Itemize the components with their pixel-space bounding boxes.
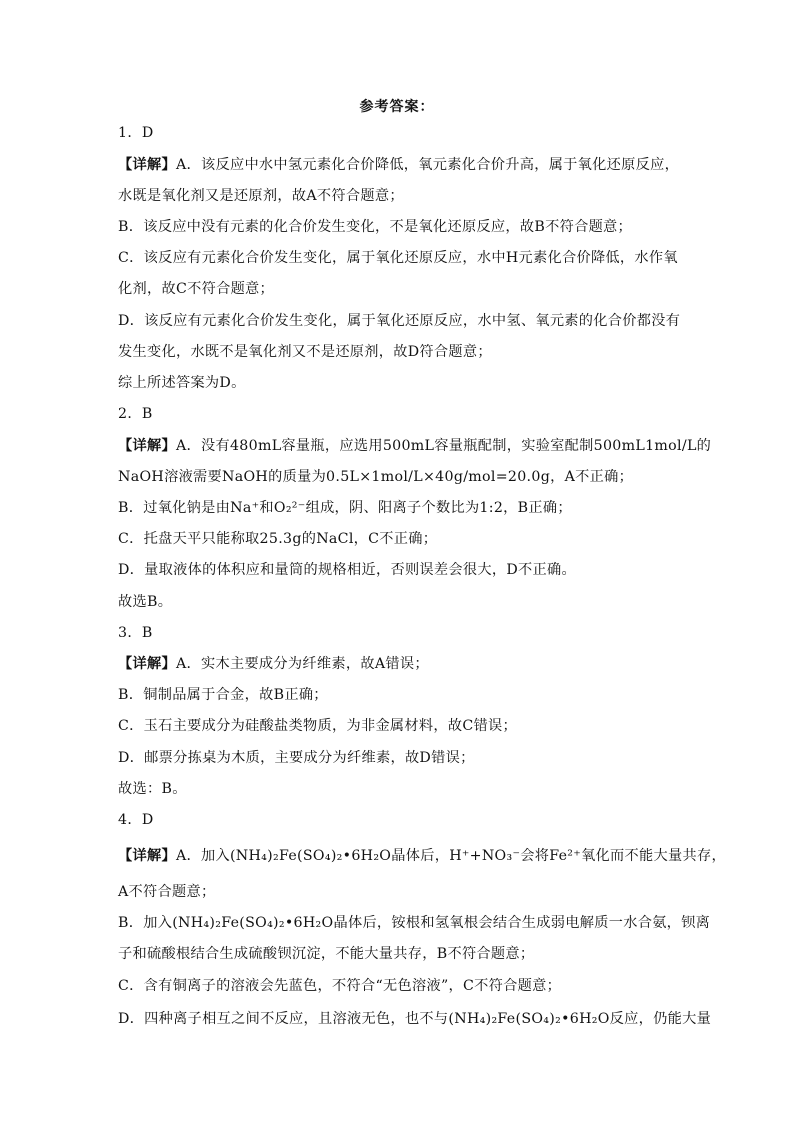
conclusion-line: 故选B。 bbox=[118, 594, 173, 610]
explanation-line: D．量取液体的体积应和量筒的规格相近，否则误差会很大，D不正确。 bbox=[118, 562, 576, 578]
explanation-line: 化剂，故C不符合题意； bbox=[118, 281, 275, 297]
explanation-line: 水既是氧化剂又是还原剂，故A不符合题意； bbox=[118, 188, 404, 204]
explanation-line: D．邮票分拣桌为木质，主要成分为纤维素，故D错误； bbox=[118, 750, 475, 766]
explanation-line: D．四种离子相互之间不反应，且溶液无色，也不与(NH₄)₂Fe(SO₄)₂•6H₂O反应，仍能大量 bbox=[118, 1011, 712, 1027]
explanation-line: B．铜制品属于合金，故B正确； bbox=[118, 687, 328, 703]
conclusion-line: 故选：B。 bbox=[118, 781, 187, 797]
explanation-line: B．该反应中没有元素的化合价发生变化，不是氧化还原反应，故B不符合题意； bbox=[118, 219, 633, 235]
explanation-line: 发生变化，水既不是氧化剂又不是还原剂，故D符合题意； bbox=[118, 344, 492, 360]
explanation-line: 【详解】A．该反应中水中氢元素化合价降低，氧元素化合价升高，属于氧化还原反应， bbox=[118, 157, 680, 173]
explanation-line: A不符合题意； bbox=[118, 884, 216, 900]
answer-number: 1．D bbox=[118, 125, 154, 141]
explanation-line: B．过氧化钠是由Na⁺和O₂²⁻组成，阴、阳离子个数比为1:2，B正确； bbox=[118, 500, 572, 516]
answer-number: 2．B bbox=[118, 406, 153, 422]
explanation-line: 【详解】A．实木主要成分为纤维素，故A错误； bbox=[118, 656, 429, 672]
answer-number: 3．B bbox=[118, 625, 153, 641]
explanation-line: C．玉石主要成分为硅酸盐类物质，为非金属材料，故C错误； bbox=[118, 718, 517, 734]
page-title: 参考答案： bbox=[359, 99, 435, 115]
explanation-line: C．该反应有元素化合价发生变化，属于氧化还原反应，水中H元素化合价降低，水作氧 bbox=[118, 250, 678, 266]
explanation-line: D．该反应有元素化合价发生变化，属于氧化还原反应，水中氢、氧元素的化合价都没有 bbox=[118, 313, 681, 329]
answer-number: 4．D bbox=[118, 812, 154, 828]
explanation-line: NaOH溶液需要NaOH的质量为0.5L×1mol/L×40g/mol=20.0g，A不正确； bbox=[118, 469, 634, 485]
explanation-line: C．托盘天平只能称取25.3g的NaCl，C不正确； bbox=[118, 531, 438, 547]
explanation-line: 子和硫酸根结合生成硫酸钡沉淀，不能大量共存，B不符合题意； bbox=[118, 946, 535, 962]
explanation-line: C．含有铜离子的溶液会先蓝色，不符合“无色溶液”，C不符合题意； bbox=[118, 978, 562, 994]
conclusion-line: 综上所述答案为D。 bbox=[118, 375, 246, 391]
explanation-line: 【详解】A．加入(NH₄)₂Fe(SO₄)₂•6H₂O晶体后，H⁺+NO₃⁻会将Fe²⁺氧化而不能大量共存， bbox=[118, 848, 726, 864]
explanation-line: 【详解】A．没有480mL容量瓶，应选用500mL容量瓶配制，实验室配制500mL1mol/L的 bbox=[118, 438, 712, 454]
explanation-line: B．加入(NH₄)₂Fe(SO₄)₂•6H₂O晶体后，铵根和氢氧根会结合生成弱电解质一水合氨，钡离 bbox=[118, 915, 711, 931]
